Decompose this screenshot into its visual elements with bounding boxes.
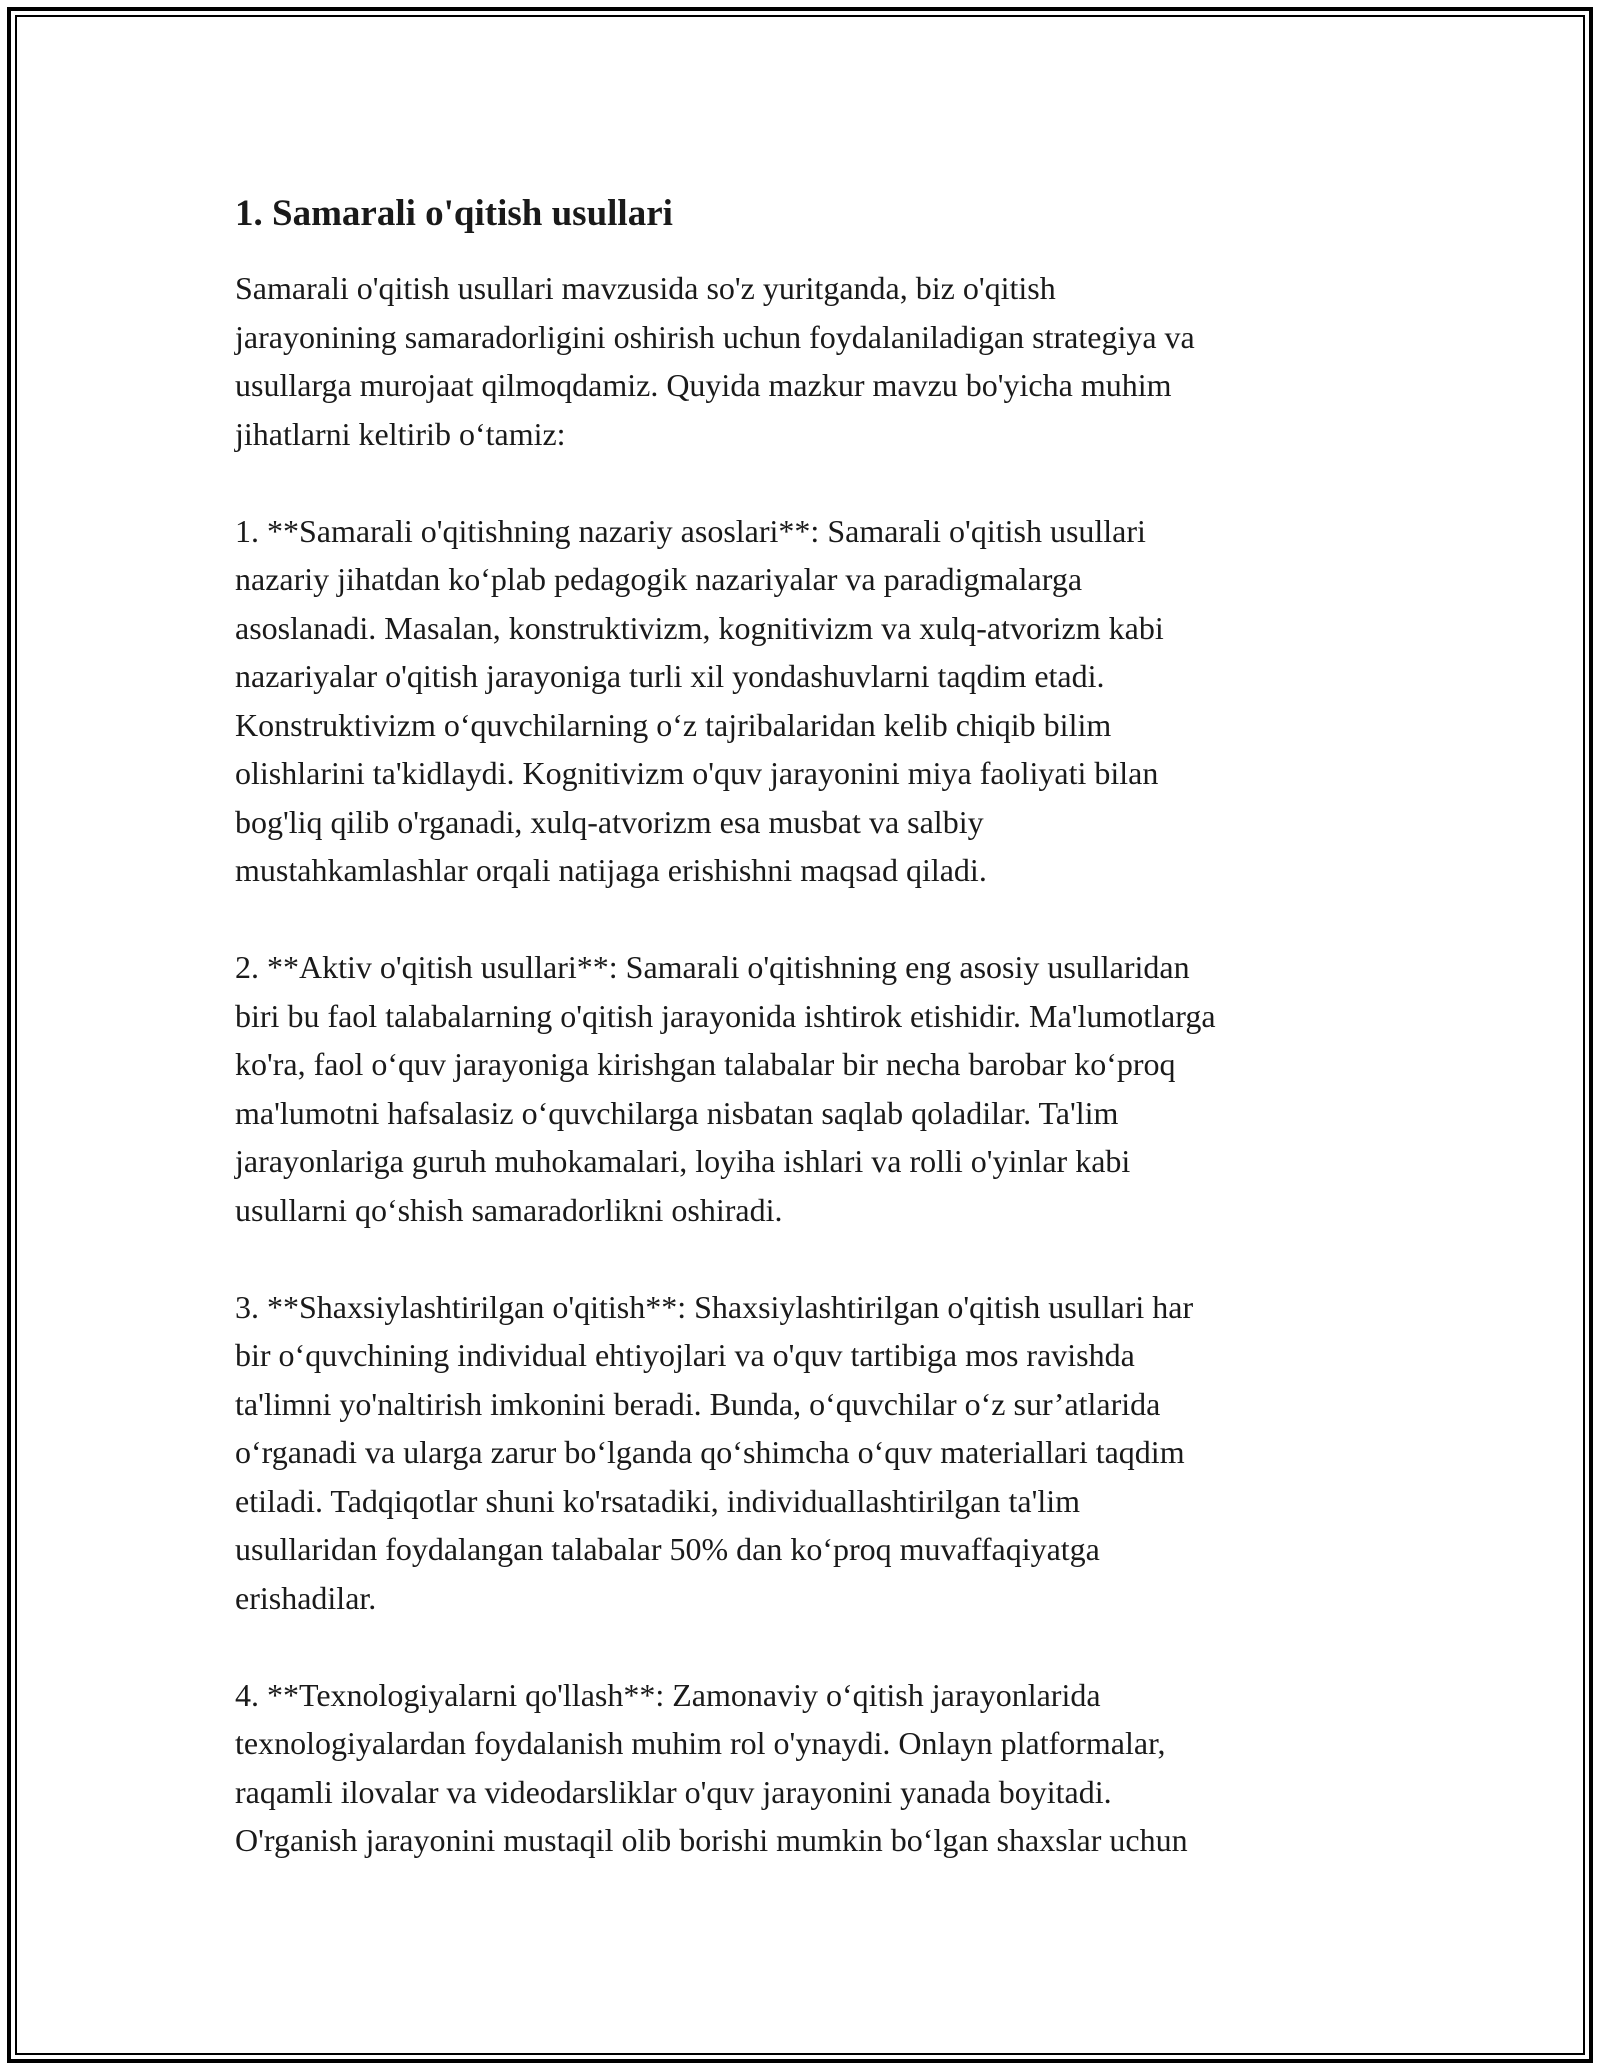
intro-paragraph: [235, 264, 1375, 458]
paragraph-line: asoslanadi. Masalan, konstruktivizm, kognitivizm va xulq-atvorizm kabi: [235, 609, 1164, 646]
paragraph-line: usullarni qo‘shish samaradorlikni oshiradi.: [235, 1191, 783, 1228]
list-item-technology: [235, 1671, 1375, 1865]
paragraph-line: jarayonlariga guruh muhokamalari, loyiha ishlari va rolli o'yinlar kabi: [235, 1143, 1131, 1179]
paragraph-line: o‘rganadi va ularga zarur bo‘lganda qo‘shimcha o‘quv materiallari taqdim: [235, 1434, 1185, 1470]
list-item-active-learning: [235, 943, 1375, 1234]
paragraph-line: O'rganish jarayonini mustaqil olib borishi mumkin bo‘lgan shaxslar uchun: [235, 1822, 1188, 1858]
paragraph-line: jarayonining samaradorligini oshirish uchun foydalaniladigan strategiya va: [235, 318, 1195, 355]
list-item-theory: [235, 507, 1375, 895]
paragraph-line: usullarga murojaat qilmoqdamiz. Quyida mazkur mavzu bo'yicha muhim: [235, 367, 1172, 403]
list-item-personalized: [235, 1283, 1375, 1623]
section-heading: 1. Samarali o'qitish usullari: [235, 193, 673, 234]
paragraph-line: olishlarini ta'kidlaydi. Kognitivizm o'quv jarayonini miya faoliyati bilan: [235, 755, 1159, 791]
paragraph-line: ta'limni yo'naltirish imkonini beradi. Bunda, o‘quvchilar o‘z sur’atlarida: [235, 1385, 1161, 1422]
paragraph-line: texnologiyalardan foydalanish muhim rol o'ynaydi. Onlayn platformalar,: [235, 1725, 1166, 1761]
paragraph-line: nazariyalar o'qitish jarayoniga turli xil yondashuvlarni taqdim etadi.: [235, 658, 1105, 694]
paragraph-line: ko'ra, faol o‘quv jarayoniga kirishgan talabalar bir necha barobar ko‘proq: [235, 1046, 1176, 1082]
paragraph-line: etiladi. Tadqiqotlar shuni ko'rsatadiki, individuallashtirilgan ta'lim: [235, 1482, 1080, 1519]
document-body: [235, 186, 1375, 1913]
paragraph-line: usullaridan foydalangan talabalar 50% dan ko‘proq muvaffaqiyatga: [235, 1531, 1100, 1567]
paragraph-line: bog'liq qilib o'rganadi, xulq-atvorizm esa musbat va salbiy: [235, 803, 984, 840]
paragraph-line: mustahkamlashlar orqali natijaga erishishni maqsad qiladi.: [235, 852, 987, 888]
paragraph-line: nazariy jihatdan ko‘plab pedagogik nazariyalar va paradigmalarga: [235, 561, 1083, 597]
paragraph-line: raqamli ilovalar va videodarsliklar o'quv jarayonini yanada boyitadi.: [235, 1773, 1112, 1810]
paragraph-line: biri bu faol talabalarning o'qitish jarayonida ishtirok etishidir. Ma'lumotlarga: [235, 997, 1216, 1034]
paragraph-line: Samarali o'qitish usullari mavzusida so'z yuritganda, biz o'qitish: [235, 270, 1056, 306]
paragraph-line: jihatlarni keltirib o‘tamiz:: [235, 415, 566, 452]
paragraph-line: Konstruktivizm o‘quvchilarning o‘z tajribalaridan kelib chiqib bilim: [235, 706, 1112, 743]
paragraph-line: bir o‘quvchining individual ehtiyojlari va o'quv tartibiga mos ravishda: [235, 1337, 1135, 1373]
paragraph-line: 1. **Samarali o'qitishning nazariy asoslari**: Samarali o'qitish usullari: [235, 512, 1146, 549]
paragraph-line: 2. **Aktiv o'qitish usullari**: Samarali o'qitishning eng asosiy usullaridan: [235, 949, 1190, 985]
paragraph-line: 4. **Texnologiyalarni qo'llash**: Zamonaviy o‘qitish jarayonlarida: [235, 1676, 1101, 1713]
paragraph-line: erishadilar.: [235, 1579, 377, 1616]
paragraph-line: 3. **Shaxsiylashtirilgan o'qitish**: Shaxsiylashtirilgan o'qitish usullari har: [235, 1288, 1194, 1325]
paragraph-line: ma'lumotni hafsalasiz o‘quvchilarga nisbatan saqlab qoladilar. Ta'lim: [235, 1094, 1119, 1131]
